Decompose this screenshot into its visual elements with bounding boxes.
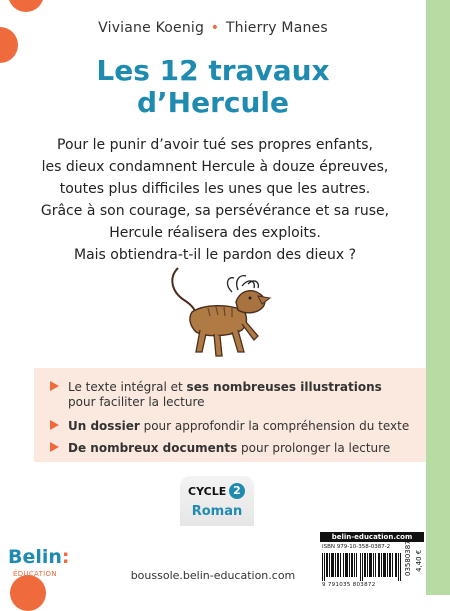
- feature-text: [68, 419, 409, 434]
- blurb-line: toutes plus difficiles les unes que les autres.: [59, 181, 371, 197]
- price-label: 4,40 €: [415, 549, 423, 572]
- arrow-right-icon: [50, 442, 59, 452]
- feature-text-regular: pour approfondir la compréhension du texte: [139, 419, 410, 433]
- feature-text-bold: De nombreux documents: [68, 441, 238, 455]
- feature-text: [68, 380, 382, 410]
- feature-text: [68, 441, 390, 456]
- genre-label: Roman: [191, 504, 243, 519]
- blurb-text: [40, 134, 390, 266]
- arrow-right-icon: [50, 381, 59, 391]
- logo-colon: :: [61, 546, 70, 568]
- feature-text-bold: Un dossier: [68, 419, 140, 433]
- cycle-badge: [180, 476, 254, 526]
- features-panel: [34, 368, 426, 462]
- blurb-line: Hercule réalisera des exploits.: [109, 225, 321, 241]
- blurb-line: Grâce à son courage, sa persévérance et sa ruse,: [40, 203, 390, 219]
- blurb-line: Pour le punir d’avoir tué ses propres enfants,: [57, 137, 373, 153]
- website-url: boussole.belin-education.com: [130, 569, 296, 582]
- barcode-site: belin-education.com: [320, 532, 424, 542]
- feature-text-regular: Le texte intégral et: [68, 380, 187, 394]
- blurb-line: les dieux condamnent Hercule à douze épreuves,: [41, 159, 389, 175]
- isbn-text: ISBN 979-10-358-0387-2: [322, 544, 391, 550]
- publisher-logo: [8, 546, 70, 568]
- authors: [0, 20, 426, 36]
- barcode-icon: [322, 553, 402, 581]
- author-name: Viviane Koenig: [98, 20, 205, 36]
- cycle-label: CYCLE: [188, 485, 227, 498]
- logo-text: Belin: [8, 546, 62, 568]
- blurb-line: Mais obtiendra-t-il le pardon des dieux ?: [73, 247, 357, 263]
- green-edge-strip: [426, 0, 450, 595]
- arrow-right-icon: [50, 420, 59, 430]
- barcode-block: [320, 532, 424, 590]
- feature-text-regular: pour prolonger la lecture: [237, 441, 391, 455]
- orange-dot-decoration: [8, 0, 44, 12]
- feature-text-regular: pour faciliter la lecture: [68, 395, 205, 409]
- cycle-number: 2: [229, 483, 245, 499]
- product-reference: 03580387: [404, 540, 412, 576]
- cerberus-dog-illustration: [162, 260, 274, 364]
- book-title-line-1: Les 12 travaux: [96, 54, 330, 87]
- book-title-line-2: d’Hercule: [136, 86, 290, 119]
- feature-text-bold: ses nombreuses illustrations: [186, 380, 382, 394]
- logo-subtitle: ÉDUCATION: [13, 570, 57, 578]
- author-name: Thierry Manes: [225, 20, 328, 36]
- author-separator: •: [210, 20, 220, 36]
- barcode-digits: 9 791035 803872: [322, 582, 376, 588]
